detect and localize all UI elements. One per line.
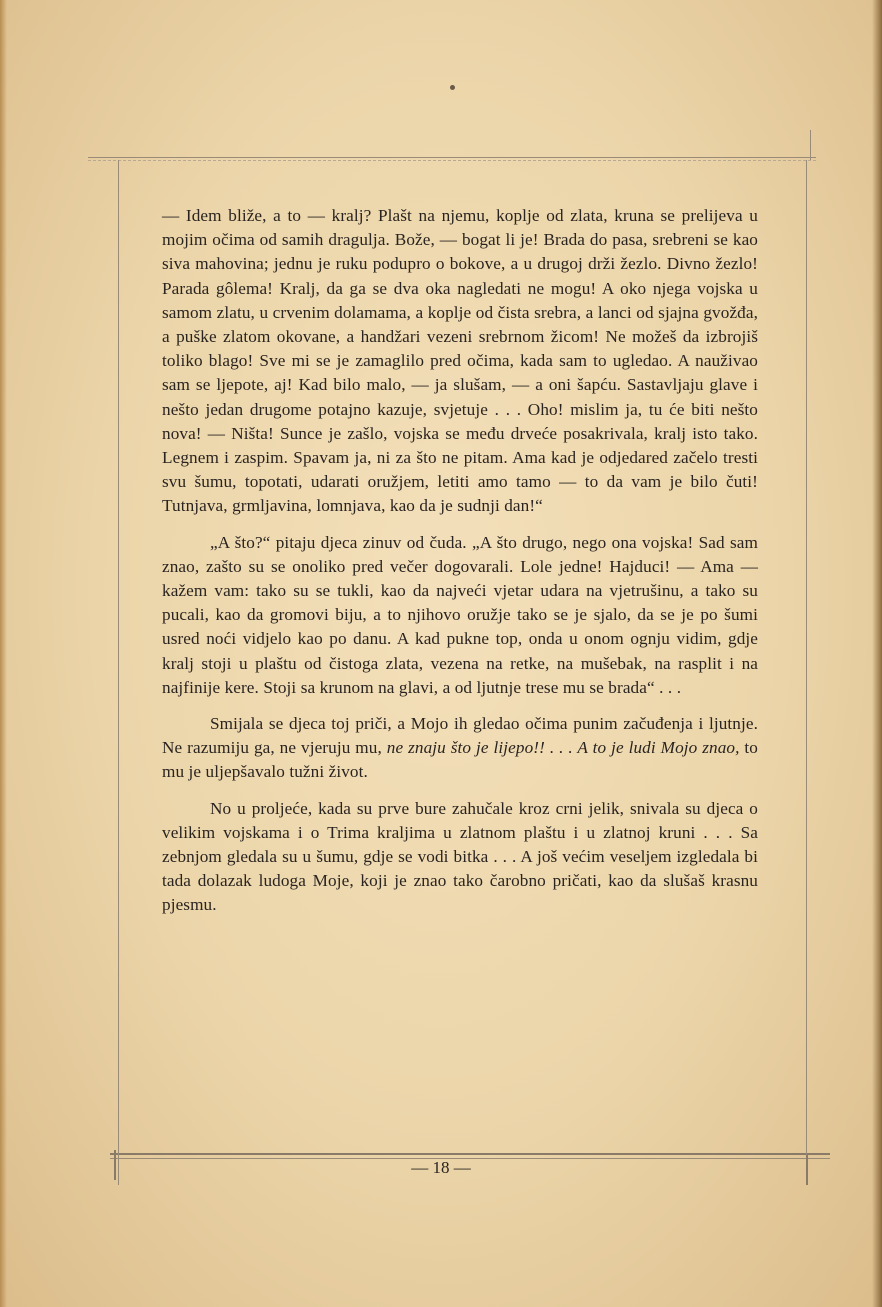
ink-dot	[450, 85, 455, 90]
frame-right-rule	[806, 160, 807, 1155]
frame-top-rule-dashed	[88, 160, 816, 161]
paragraph-3	[162, 712, 758, 785]
frame-right-rule-top	[810, 130, 811, 160]
frame-left-rule	[118, 160, 119, 1185]
page-left-edge	[0, 0, 7, 1307]
frame-top-rule	[88, 157, 816, 158]
paragraph-1: — Idem bliže, a to — kralj? Plašt na njemu, koplje od zlata, kruna se prelijeva u mojim očima od samih dragulja. Bože, — bogat li je! Brada do pasa, srebreni se kao siva mahovina; jednu je ruku podupro o bokove, a u drugoj drži žezlo. Divno žezlo! Parada gôlema! Kralj, da ga se dva oka nagledati ne mogu! A oko njega vojska u samom zlatu, u crvenim dolamama, a koplje od čista srebra, a lanci od sjajna gvožđa, a puške zlatom okovane, a handžari vezeni srebrnom žicom! Ne možeš da izbrojiš toliko blago! Sve mi se je zamaglilo pred očima, kada sam to ugledao. A nauživao sam se ljepote, aj! Kad bilo malo, — ja slušam, — a oni šapću. Sastavljaju glave i nešto jedan drugome potajno kazuje, svjetuje . . . Oho! mislim ja, tu će biti nešto nova! — Ništa! Sunce je zašlo, vojska se među drveće posakrivala, kralj isto tako. Legnem i zaspim. Spavam ja, ni za što ne pitam. Ama kad je odjedared začelo tresti svu šumu, topotati, udarati oružjem, letiti amo tamo — to da vam je bilo čuti! Tutnjava, grmljavina, lomnjava, kao da je sudnji dan!“	[162, 206, 758, 516]
page-number: — 18 —	[411, 1158, 471, 1177]
paragraph-3-start: Smijala se djeca toj priči, a Mojo ih gledao očima punim začuđenja i ljutnje. Ne razumiju ga, ne vjeruju mu,	[162, 714, 758, 758]
frame-bottom-rule	[110, 1153, 830, 1155]
paragraph-3-end: to mu je uljepšavalo tužni život.	[162, 738, 758, 782]
body-text	[162, 204, 758, 930]
paragraph-3-italic: ne znaju što je lijepo!! . . . A to je ludi Mojo znao,	[386, 738, 740, 758]
paragraph-4: No u proljeće, kada su prve bure zahučale kroz crni jelik, snivala su djeca o velikim vojskama i o Trima kraljima u zlatnom plaštu i u zlatnoj kruni . . . Sa zebnjom gledala su u šumu, gdje se vodi bitka . . . A još većim veseljem izgledala bi tada dolazak ludoga Moje, koji je znao tako čarobno pričati, kao da slušaš krasnu pjesmu.	[162, 798, 758, 915]
page-right-edge	[872, 0, 882, 1307]
paragraph-2: „A što?“ pitaju djeca zinuv od čuda. „A što drugo, nego ona vojska! Sad sam znao, zašto su se onoliko pred večer dogovarali. Lole jedne! Hajduci! — Ama — kažem vam: tako su se tukli, kao da najveći vjetar udara na vjetrušinu, a tako su pucali, kao da gromovi biju, a to njihovo oružje tako se je sjalo, da se je po šumi usred noći vidjelo kao po danu. A kad pukne top, onda u onom ognju vidim, gdje kralj stoji u plaštu od čistoga zlata, vezena na retke, na mušebak, na rasplit i na najfinije kere. Stoji sa krunom na glavi, a od ljutnje trese mu se brada“ . . .	[162, 532, 758, 697]
